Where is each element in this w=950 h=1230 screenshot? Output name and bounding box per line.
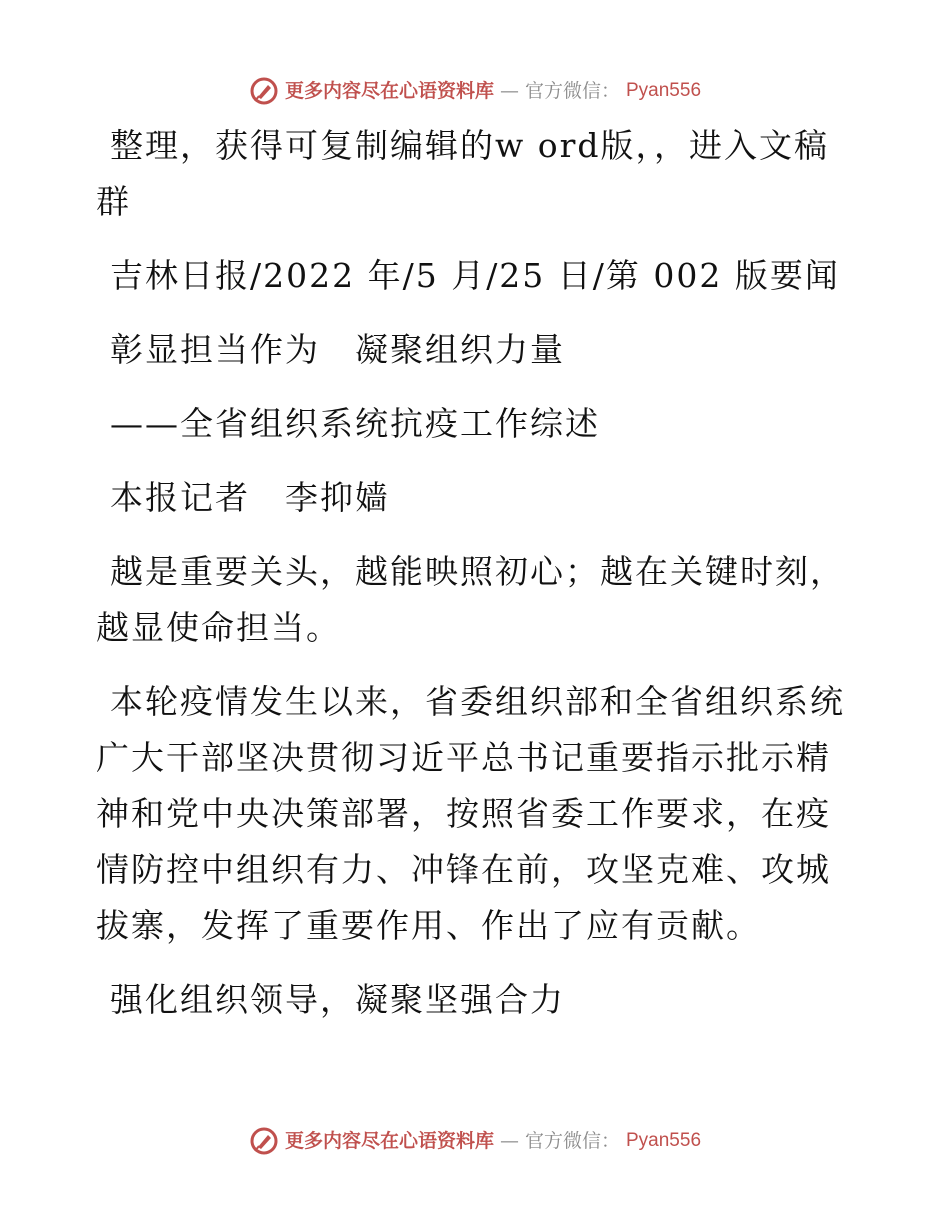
document-body bbox=[96, 118, 856, 1046]
watermark-site-text: 更多内容尽在心语资料库 bbox=[284, 80, 494, 102]
watermark-site-text: 更多内容尽在心语资料库 bbox=[284, 1130, 494, 1152]
watermark-dash: — bbox=[499, 80, 519, 102]
byline: 本报记者 李抑嫱 bbox=[110, 478, 390, 517]
watermark-wechat-id: Pyan556 bbox=[626, 80, 702, 101]
section-heading: 强化组织领导，凝聚坚强合力 bbox=[110, 980, 565, 1019]
intro-note: 整理，获得可复制编辑的w ord版，，进入文稿群 bbox=[96, 126, 830, 221]
watermark-dash: — bbox=[499, 1130, 519, 1152]
dateline: 吉林日报/2022 年/5 月/25 日/第 002 版要闻 bbox=[110, 256, 840, 295]
watermark-label: 官方微信： bbox=[524, 80, 620, 102]
pen-nib-circle-icon bbox=[249, 1126, 279, 1156]
body-paragraph: 越是重要关头，越能映照初心；越在关键时刻，越显使命担当。 bbox=[96, 552, 845, 647]
article-title: 彰显担当作为 凝聚组织力量 bbox=[110, 330, 565, 369]
header-watermark bbox=[0, 76, 950, 106]
pen-nib-circle-icon bbox=[249, 76, 279, 106]
article-subtitle: ——全省组织系统抗疫工作综述 bbox=[110, 404, 600, 443]
footer-watermark bbox=[0, 1126, 950, 1156]
watermark-wechat-id: Pyan556 bbox=[626, 1130, 702, 1151]
watermark-label: 官方微信： bbox=[524, 1130, 620, 1152]
body-paragraph: 本轮疫情发生以来，省委组织部和全省组织系统广大干部坚决贯彻习近平总书记重要指示批示精神和党中央决策部署，按照省委工作要求，在疫情防控中组织有力、冲锋在前，攻坚克难、攻城拔寨，发挥了重要作用、作出了应有贡献。 bbox=[96, 682, 845, 945]
